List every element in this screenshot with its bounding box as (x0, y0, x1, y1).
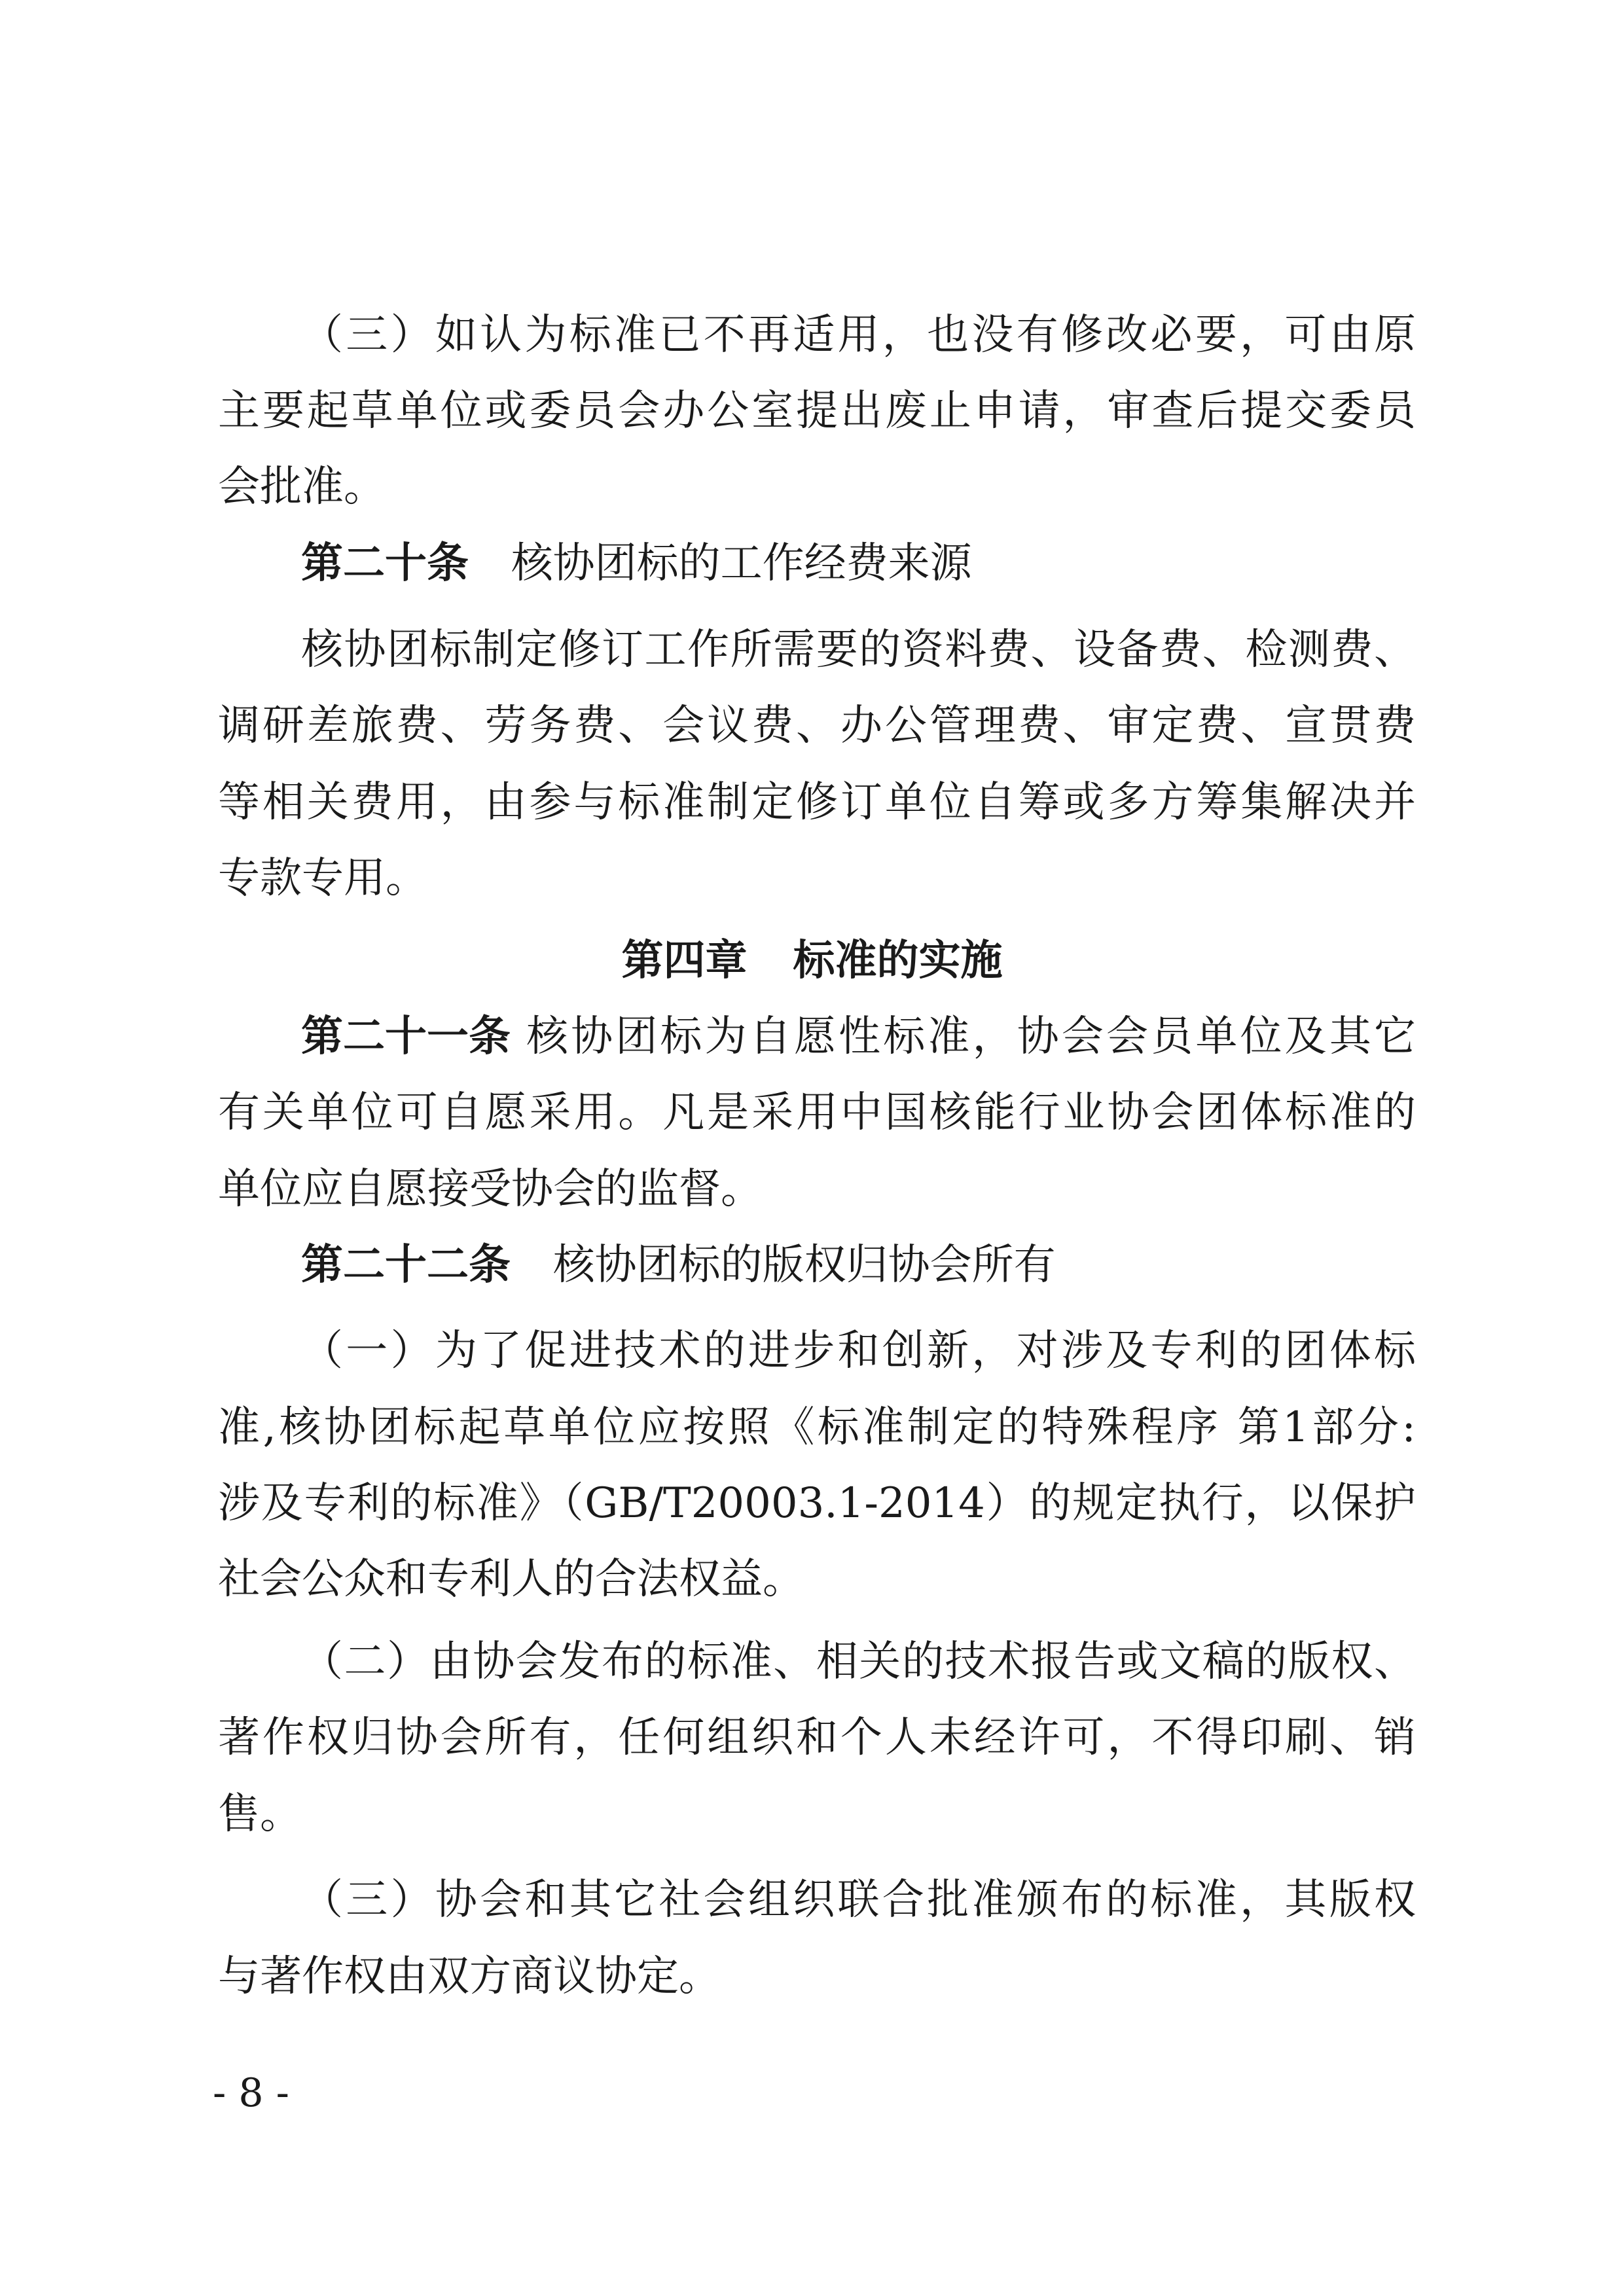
article-20-title: 核协团标的工作经费来源 (511, 539, 972, 588)
article-22-heading (301, 1234, 1416, 1297)
chapter-title: 标准的实施 (793, 937, 1003, 985)
chapter-number: 第四章 (621, 937, 748, 985)
article-22-item-2-line-1: （二）由协会发布的标准、相关的技术报告或文稿的版权、 (301, 1638, 1416, 1686)
article-22-item-2-line-2: 著作权归协会所有，任何组织和个人未经许可，不得印刷、销 (218, 1713, 1416, 1762)
article-22-item-3-line-2: 与著作权由双方商议协定。 (218, 1952, 721, 2001)
article-22-item-1-line-2: 准,核协团标起草单位应按照《标准制定的特殊程序 第1部分: (218, 1403, 1416, 1452)
article-20-body-line-4: 专款专用。 (218, 854, 427, 903)
article-21-label: 第二十一条 (301, 1013, 511, 1061)
page-number: - 8 - (213, 2070, 289, 2116)
article-22-item-1-line-4: 社会公众和专利人的合法权益。 (218, 1555, 804, 1604)
article-20-label: 第二十条 (301, 539, 469, 588)
article-22-item-1-line-3: 涉及专利的标准》（GB/T20003.1-2014）的规定执行，以保护 (218, 1479, 1416, 1528)
article-21-line-2: 有关单位可自愿采用。凡是采用中国核能行业协会团体标准的 (218, 1088, 1416, 1137)
article-22-title: 核协团标的版权归协会所有 (552, 1241, 1056, 1289)
article-22-item-1-line-1: （一）为了促进技术的进步和创新，对涉及专利的团体标 (301, 1327, 1416, 1375)
article-21-line-1 (301, 1005, 1416, 1068)
article-22-item-2-line-3: 售。 (218, 1790, 302, 1839)
chapter-heading (0, 929, 1624, 992)
article-21-line-3: 单位应自愿接受协会的监督。 (218, 1165, 763, 1213)
paragraph-3-line-2: 主要起草单位或委员会办公室提出废止申请，审查后提交委员 (218, 387, 1416, 435)
article-20-body-line-3: 等相关费用，由参与标准制定修订单位自筹或多方筹集解决并 (218, 778, 1416, 827)
article-20-body-line-2: 调研差旅费、劳务费、会议费、办公管理费、审定费、宣贯费 (218, 702, 1416, 750)
article-22-label: 第二十二条 (301, 1241, 511, 1289)
article-22-item-3-line-1: （三）协会和其它社会组织联合批准颁布的标准，其版权 (301, 1876, 1416, 1924)
paragraph-3-line-3: 会批准。 (218, 463, 386, 511)
paragraph-3-line-1: （三）如认为标准已不再适用，也没有修改必要，可由原 (301, 311, 1416, 359)
article-20-heading (301, 532, 1416, 595)
article-20-body-line-1: 核协团标制定修订工作所需要的资料费、设备费、检测费、 (301, 626, 1416, 674)
article-21-text-1: 核协团标为自愿性标准，协会会员单位及其它 (526, 1013, 1416, 1061)
